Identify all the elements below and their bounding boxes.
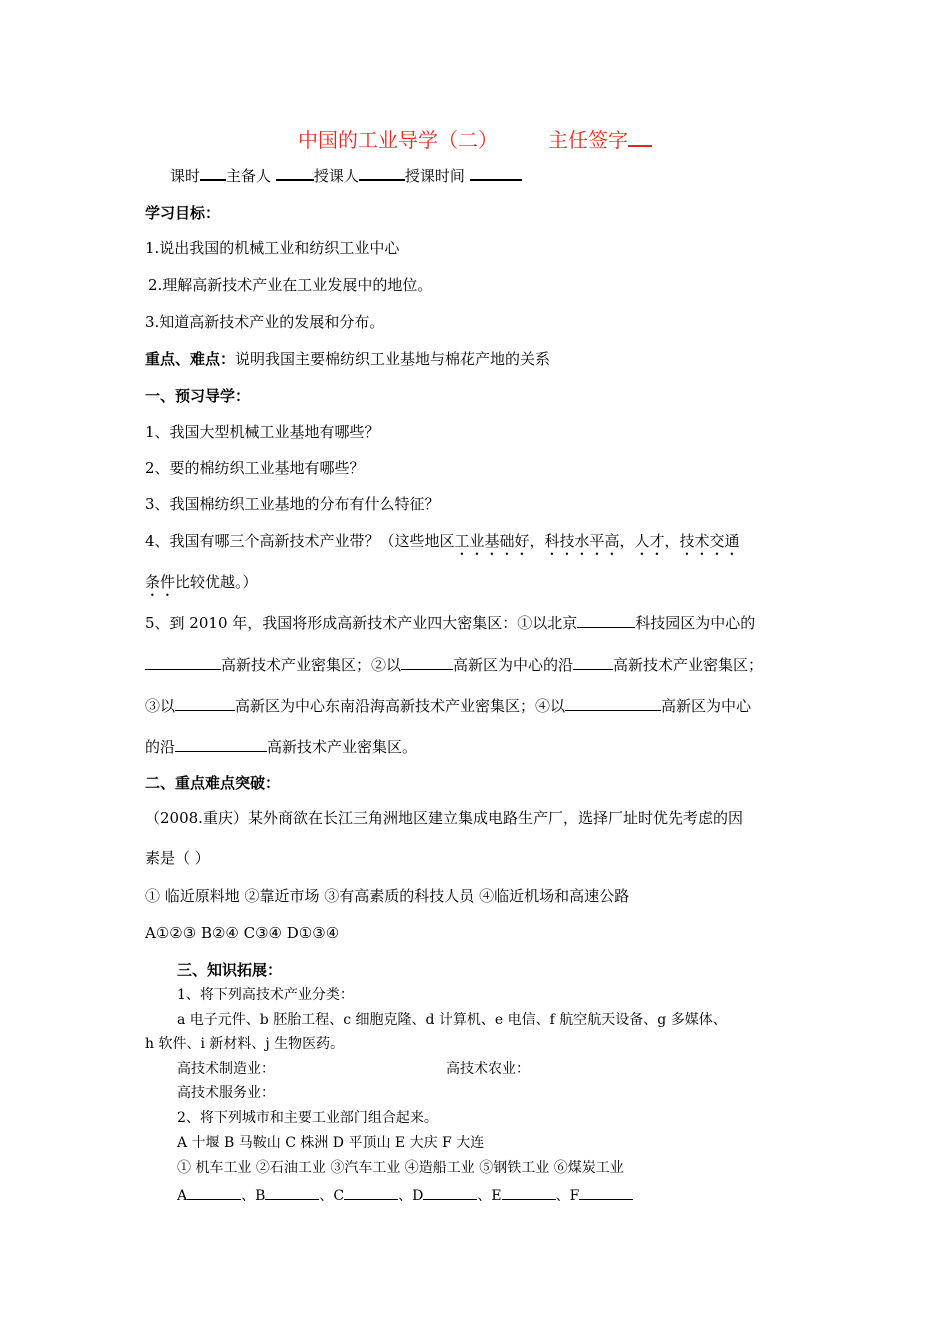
question-text-cont: 素是（ ） [145, 849, 210, 867]
service-label: 高技术服务业： [177, 1085, 275, 1101]
teacher-label: 授课人 [313, 167, 359, 185]
answer-blank[interactable] [579, 1184, 633, 1200]
preparer-label: 主备人 [226, 167, 272, 185]
goal-item: 1.说出我国的机械工业和纺织工业中心 [145, 239, 400, 257]
answer-blank[interactable] [187, 1184, 241, 1200]
preview-question: 4、我国有哪三个高新技术产业带？（这些地区工业基础好，科技水平高，人才，技术交通 [145, 532, 740, 550]
answer-blank[interactable] [401, 654, 453, 670]
preview-question: 3、我国棉纺织工业基地的分布有什么特征？ [145, 495, 440, 513]
agriculture-label: 高技术农业： [446, 1061, 530, 1077]
answer-blank[interactable] [265, 1184, 319, 1200]
preview-question: 5、到 2010 年，我国将形成高新技术产业四大密集区：①以北京 科技园区为中心的 [145, 614, 756, 632]
preparer-blank[interactable] [276, 164, 314, 181]
industry-list: ① 机车工业 ②石油工业 ③汽车工业 ④造船工业 ⑤钢铁工业 ⑥煤炭工业 [177, 1160, 624, 1176]
time-label: 授课时间 [404, 167, 465, 185]
preview-question-cont: ③以 高新区为中心东南沿海高新技术产业密集区；④以 高新区为中心 [145, 697, 752, 715]
preview-question-cont: 的沿 高新技术产业密集区。 [145, 738, 418, 756]
time-blank[interactable] [470, 164, 522, 181]
key-points [145, 349, 550, 369]
meta-line [170, 164, 522, 186]
preview-question: 2、要的棉纺织工业基地有哪些？ [145, 459, 365, 477]
key-points-label: 重点、难点： [145, 350, 236, 368]
preview-heading: 一、预习导学： [145, 387, 251, 405]
question-choices: A①②③ B②④ C③④ D①③④ [145, 924, 340, 942]
extension-task: 2、将下列城市和主要工业部门组合起来。 [177, 1110, 438, 1126]
key-points-text: 说明我国主要棉纺织工业基地与棉花产地的关系 [235, 350, 551, 368]
emphasized-text: 工业基础好，科技水平高，人才，技术交通 [454, 532, 740, 550]
page-title [0, 124, 950, 153]
preview-question: 1、我国大型机械工业基地有哪些？ [145, 423, 380, 441]
lesson-blank[interactable] [200, 164, 226, 181]
goals-heading: 学习目标： [145, 204, 221, 222]
extension-items: a 电子元件、b 胚胎工程、c 细胞克隆、d 计算机、e 电信、f 航空航天设备、g 多媒体、 [177, 1012, 727, 1028]
emphasized-text: 条件 [145, 573, 176, 591]
goal-item: 2.理解高新技术产业在工业发展中的地位。 [148, 276, 433, 294]
extension-task: 1、将下列高技术产业分类： [177, 987, 354, 1003]
preview-question-cont: 高新技术产业密集区；②以 高新区为中心的沿 高新技术产业密集区； [145, 654, 763, 675]
teacher-blank[interactable] [359, 164, 405, 181]
answer-blank[interactable] [573, 654, 613, 670]
answer-blank[interactable] [175, 695, 235, 711]
answer-blank[interactable] [423, 1184, 477, 1200]
answer-blank[interactable] [577, 612, 635, 628]
manufacturing-label: 高技术制造业： [177, 1061, 275, 1077]
goal-item: 3.知道高新技术产业的发展和分布。 [145, 313, 385, 331]
lesson-label: 课时 [170, 167, 201, 185]
extension-heading: 三、知识拓展： [177, 961, 283, 979]
breakthrough-heading: 二、重点难点突破： [145, 774, 281, 792]
answer-blank[interactable] [145, 654, 221, 670]
answer-line: A 、B 、C 、D 、E 、F [177, 1184, 633, 1206]
extension-items-cont: h 软件、i 新材料、j 生物医药。 [145, 1036, 345, 1052]
answer-blank[interactable] [565, 695, 661, 711]
question-options: ① 临近原料地 ②靠近市场 ③有高素质的科技人员 ④临近机场和高速公路 [145, 887, 630, 905]
sign-blank[interactable] [628, 127, 652, 147]
preview-question-cont: 条件比较优越。） [145, 573, 258, 591]
title-text: 中国的工业导学（二） [298, 128, 498, 152]
answer-blank[interactable] [175, 736, 267, 752]
answer-blank[interactable] [344, 1184, 398, 1200]
sign-label: 主任签字 [548, 128, 628, 152]
answer-blank[interactable] [502, 1184, 556, 1200]
question-text: （2008.重庆）某外商欲在长江三角洲地区建立集成电路生产厂，选择厂址时优先考虑的因 [145, 809, 743, 827]
city-list: A 十堰 B 马鞍山 C 株洲 D 平顶山 E 大庆 F 大连 [177, 1135, 485, 1151]
